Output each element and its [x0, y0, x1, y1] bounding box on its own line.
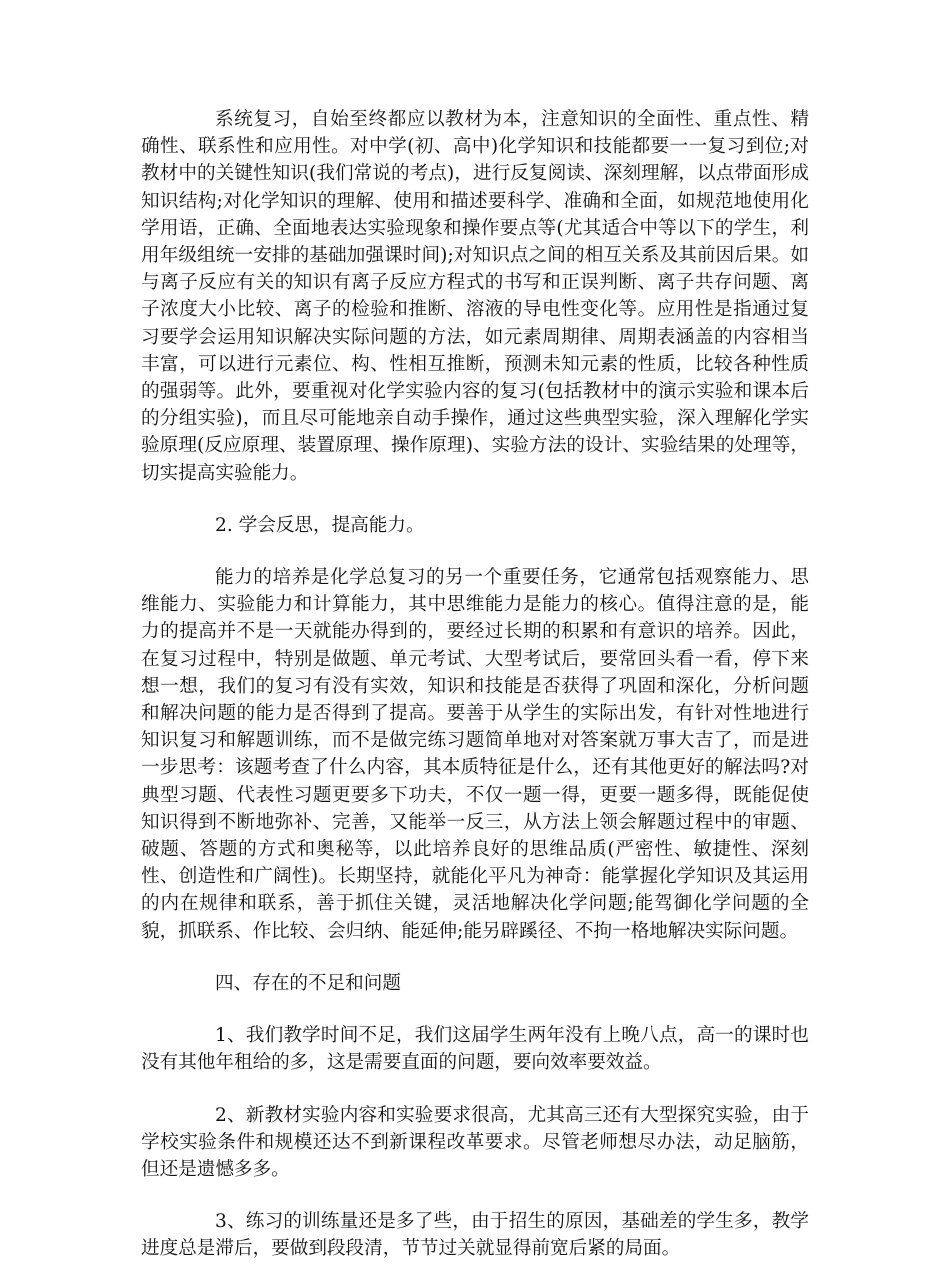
problem-item-2: 2、新教材实验内容和实验要求很高，尤其高三还有大型探究实验，由于学校实验条件和规模还达不到新课程改革要求。尽管老师想尽办法，动足脑筋，但还是遗憾多多。	[141, 1104, 809, 1180]
document-body	[141, 106, 809, 1288]
problem-item-3: 3、练习的训练量还是多了些，由于招生的原因，基础差的学生多，教学进度总是滞后，要做到段段清，节节过关就显得前宽后紧的局面。	[141, 1211, 809, 1260]
section-heading-reflection: 2. 学会反思，提高能力。	[215, 514, 425, 536]
paragraph-ability-training: 能力的培养是化学总复习的另一个重要任务，它通常包括观察能力、思维能力、实验能力和计算能力，其中思维能力是能力的核心。值得注意的是，能力的提高并不是一天就能办得到的，要经过长期的积累和有意识的培养。因此，在复习过程中，特别是做题、单元考试、大型考试后，要常回头看一看，停下来想一想，我们的复习有没有实效，知识和技能是否获得了巩固和深化，分析问题和解决问题的能力是否得到了提高。要善于从学生的实际出发，有针对性地进行知识复习和解题训练，而不是做完练习题简单地对对答案就万事大吉了，而是进一步思考：该题考查了什么内容，其本质特征是什么，还有其他更好的解法吗?对典型习题、代表性习题更要多下功夫，不仅一题一得，更要一题多得，既能促使知识得到不断地弥补、完善，又能举一反三，从方法上领会解题过程中的审题、破题、答题的方式和奥秘等，以此培养良好的思维品质(严密性、敏捷性、深刻性、创造性和广阔性)。长期坚持，就能化平凡为神奇：能掌握化学知识及其运用的内在规律和联系，善于抓住关键，灵活地解决化学问题;能驾御化学问题的全貌，抓联系、作比较、会归纳、能延伸;能另辟蹊径、不拘一格地解决实际问题。	[141, 567, 809, 942]
problem-item-1: 1、我们教学时间不足，我们这届学生两年没有上晚八点，高一的课时也没有其他年租给的多，这是需要直面的问题，要向效率要效益。	[141, 1025, 809, 1074]
section-heading-problems: 四、存在的不足和问题	[215, 972, 401, 994]
paragraph-systematic-review: 系统复习，自始至终都应以教材为本，注意知识的全面性、重点性、精确性、联系性和应用性。对中学(初、高中)化学知识和技能都要一一复习到位;对教材中的关键性知识(我们常说的考点)，进行反复阅读、深刻理解，以点带面形成知识结构;对化学知识的理解、使用和描述要科学、准确和全面，如规范地使用化学用语，正确、全面地表达实验现象和操作要点等(尤其适合中等以下的学生，利用年级组统一安排的基础加强课时间);对知识点之间的相互关系及其前因后果。如与离子反应有关的知识有离子反应方程式的书写和正误判断、离子共存问题、离子浓度大小比较、离子的检验和推断、溶液的导电性变化等。应用性是指通过复习要学会运用知识解决实际问题的方法，如元素周期律、周期表涵盖的内容相当丰富，可以进行元素位、构、性相互推断，预测未知元素的性质，比较各种性质的强弱等。此外，要重视对化学实验内容的复习(包括教材中的演示实验和课本后的分组实验)，而且尽可能地亲自动手操作，通过这些典型实验，深入理解化学实验原理(反应原理、装置原理、操作原理)、实验方法的设计、实验结果的处理等，切实提高实验能力。	[141, 109, 809, 484]
